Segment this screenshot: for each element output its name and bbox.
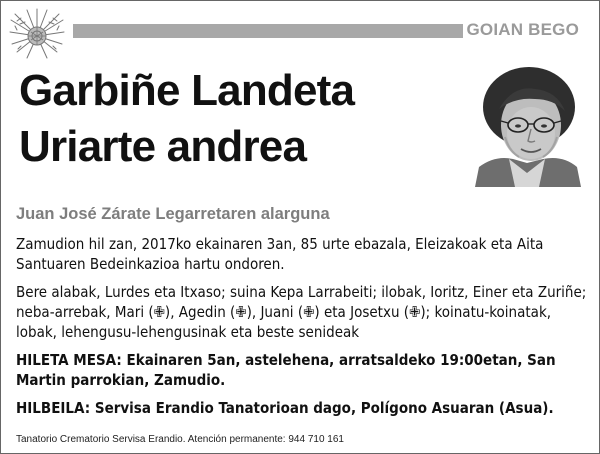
header-tag: GOIAN BEGO (466, 20, 579, 39)
family-paragraph: Bere alabak, Lurdes eta Itxaso; suina Kepa Larrabeiti; ilobak, Ioritz, Einer eta Zuriñe; neba-arrebak, Mari (✙), Agedin (✙), Juani (✙) eta Josetxu (✙); koinatu-koinatak, lobak, lehengusu-lehengusinak eta beste senideak (16, 283, 587, 341)
subtitle: Juan José Zárate Legarretaren alarguna (16, 205, 330, 223)
deceased-name-line2: Uriarte andrea (19, 122, 307, 171)
portrait-photo (473, 63, 581, 187)
deceased-name (19, 63, 459, 175)
header-bar (73, 24, 463, 38)
death-paragraph: Zamudion hil zan, 2017ko ekainaren 3an, 85 urte ebazala, Eleizakoak eta Aita Santuaren Bedeinkazioa hartu ondoren. (16, 235, 544, 273)
footer-contact: Tanatorio Crematorio Servisa Erandio. Atención permanente: 944 710 161 (16, 434, 344, 445)
thistle-emblem-icon (7, 6, 67, 62)
notice-body (16, 234, 588, 426)
wake-paragraph: HILBEILA: Servisa Erandio Tanatorioan dago, Polígono Asuaran (Asua). (16, 399, 554, 417)
funeral-mass-paragraph: HILETA MESA: Ekainaren 5an, astelehena, arratsaldeko 19:00etan, San Martin parrokian, Zamudio. (16, 351, 556, 389)
deceased-name-line1: Garbiñe Landeta (19, 66, 355, 115)
